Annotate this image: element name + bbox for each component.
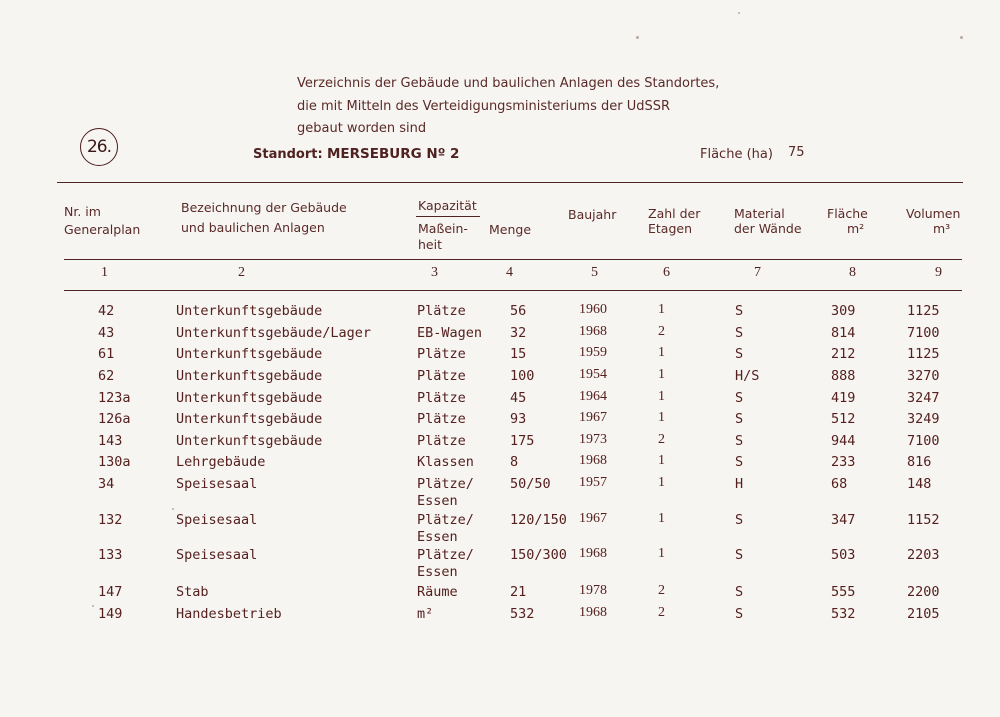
cell-volumen: 148 bbox=[907, 476, 932, 492]
flaeche-ha-value: 75 bbox=[788, 145, 805, 160]
column-number: 9 bbox=[935, 265, 942, 280]
cell-flaeche: 555 bbox=[831, 584, 856, 600]
cell-flaeche: 233 bbox=[831, 454, 856, 470]
cell-menge: 50/50 bbox=[510, 476, 551, 492]
cell-menge: 15 bbox=[510, 346, 527, 362]
header-masseinheit-2: heit bbox=[418, 237, 442, 252]
cell-flaeche: 944 bbox=[831, 433, 856, 449]
cell-flaeche: 309 bbox=[831, 303, 856, 319]
cell-menge: 45 bbox=[510, 390, 527, 406]
cell-nr: 147 bbox=[98, 584, 123, 600]
flaeche-ha-label: Fläche (ha) bbox=[700, 147, 773, 162]
cell-flaeche: 212 bbox=[831, 346, 856, 362]
column-number: 7 bbox=[754, 265, 761, 280]
paper-speck bbox=[92, 605, 94, 607]
document-number: 26. bbox=[86, 137, 112, 157]
cell-nr: 149 bbox=[98, 606, 123, 622]
header-material-1: Material bbox=[734, 206, 785, 221]
cell-material: H bbox=[735, 476, 744, 492]
cell-flaeche: 68 bbox=[831, 476, 848, 492]
cell-nr: 34 bbox=[98, 476, 115, 492]
cell-masseinheit: Plätze bbox=[417, 390, 466, 406]
cell-bezeichnung: Handesbetrieb bbox=[176, 606, 282, 622]
cell-masseinheit: Essen bbox=[417, 564, 458, 580]
header-etagen-1: Zahl der bbox=[648, 206, 701, 221]
cell-masseinheit: Räume bbox=[417, 584, 458, 600]
column-number: 5 bbox=[591, 265, 598, 280]
cell-baujahr: 1973 bbox=[579, 432, 607, 447]
cell-baujahr: 1967 bbox=[579, 410, 607, 425]
cell-bezeichnung: Stab bbox=[176, 584, 209, 600]
document-number-circle bbox=[80, 128, 118, 166]
cell-nr: 43 bbox=[98, 325, 115, 341]
cell-baujahr: 1960 bbox=[579, 302, 607, 317]
cell-flaeche: 888 bbox=[831, 368, 856, 384]
column-number: 8 bbox=[849, 265, 856, 280]
standort-value: MERSEBURG Nº 2 bbox=[327, 146, 460, 162]
cell-menge: 175 bbox=[510, 433, 535, 449]
cell-material: S bbox=[735, 346, 744, 362]
cell-bezeichnung: Speisesaal bbox=[176, 512, 258, 528]
cell-flaeche: 512 bbox=[831, 411, 856, 427]
cell-flaeche: 419 bbox=[831, 390, 856, 406]
header-bottom-rule bbox=[64, 259, 962, 260]
cell-masseinheit: Essen bbox=[417, 493, 458, 509]
header-etagen-2: Etagen bbox=[648, 221, 693, 236]
header-bez-2: und baulichen Anlagen bbox=[181, 220, 325, 235]
cell-etagen: 1 bbox=[658, 302, 665, 317]
column-number-rule bbox=[64, 290, 962, 291]
header-nr-2: Generalplan bbox=[64, 222, 141, 237]
column-number: 3 bbox=[431, 265, 438, 280]
cell-etagen: 2 bbox=[658, 605, 665, 620]
cell-etagen: 1 bbox=[658, 475, 665, 490]
cell-masseinheit: m² bbox=[417, 606, 434, 622]
paper-speck bbox=[172, 508, 174, 510]
cell-nr: 61 bbox=[98, 346, 115, 362]
standort-label: Standort: bbox=[253, 147, 323, 162]
cell-menge: 150/300 bbox=[510, 547, 567, 563]
cell-baujahr: 1964 bbox=[579, 389, 607, 404]
cell-nr: 126a bbox=[98, 411, 131, 427]
cell-baujahr: 1968 bbox=[579, 605, 607, 620]
cell-baujahr: 1978 bbox=[579, 583, 607, 598]
cell-masseinheit: Plätze bbox=[417, 346, 466, 362]
kapazitaet-underline bbox=[416, 216, 480, 217]
cell-bezeichnung: Unterkunftsgebäude bbox=[176, 390, 323, 406]
cell-masseinheit: Klassen bbox=[417, 454, 474, 470]
cell-bezeichnung: Speisesaal bbox=[176, 547, 258, 563]
cell-material: S bbox=[735, 325, 744, 341]
cell-etagen: 2 bbox=[658, 432, 665, 447]
header-flaeche-1: Fläche bbox=[827, 206, 868, 221]
document-title-line-2: die mit Mitteln des Verteidigungsministeriums der UdSSR bbox=[297, 99, 671, 114]
cell-material: S bbox=[735, 606, 744, 622]
cell-masseinheit: Plätze bbox=[417, 433, 466, 449]
header-masseinheit-1: Maßein- bbox=[418, 221, 468, 236]
cell-bezeichnung: Unterkunftsgebäude bbox=[176, 433, 323, 449]
cell-etagen: 1 bbox=[658, 511, 665, 526]
cell-masseinheit: EB-Wagen bbox=[417, 325, 483, 341]
cell-baujahr: 1968 bbox=[579, 453, 607, 468]
cell-etagen: 2 bbox=[658, 324, 665, 339]
cell-masseinheit: Plätze bbox=[417, 303, 466, 319]
cell-masseinheit: Plätze/ bbox=[417, 476, 474, 492]
cell-etagen: 1 bbox=[658, 410, 665, 425]
paper-speck bbox=[960, 36, 963, 39]
cell-material: S bbox=[735, 584, 744, 600]
cell-bezeichnung: Lehrgebäude bbox=[176, 454, 266, 470]
cell-masseinheit: Plätze/ bbox=[417, 547, 474, 563]
header-bez-1: Bezeichnung der Gebäude bbox=[181, 200, 347, 215]
cell-bezeichnung: Speisesaal bbox=[176, 476, 258, 492]
cell-nr: 42 bbox=[98, 303, 115, 319]
cell-masseinheit: Plätze bbox=[417, 368, 466, 384]
column-number: 6 bbox=[663, 265, 670, 280]
header-baujahr: Baujahr bbox=[568, 207, 617, 222]
cell-flaeche: 814 bbox=[831, 325, 856, 341]
cell-volumen: 2105 bbox=[907, 606, 940, 622]
document-title-line-1: Verzeichnis der Gebäude und baulichen Anlagen des Standortes, bbox=[297, 76, 720, 91]
cell-menge: 120/150 bbox=[510, 512, 567, 528]
cell-flaeche: 532 bbox=[831, 606, 856, 622]
cell-flaeche: 347 bbox=[831, 512, 856, 528]
cell-volumen: 1125 bbox=[907, 346, 940, 362]
header-flaeche-2: m² bbox=[847, 221, 865, 236]
cell-volumen: 7100 bbox=[907, 325, 940, 341]
cell-baujahr: 1968 bbox=[579, 324, 607, 339]
cell-baujahr: 1954 bbox=[579, 367, 607, 382]
cell-volumen: 2203 bbox=[907, 547, 940, 563]
cell-baujahr: 1967 bbox=[579, 511, 607, 526]
cell-nr: 133 bbox=[98, 547, 123, 563]
column-number: 4 bbox=[506, 265, 513, 280]
cell-masseinheit: Plätze/ bbox=[417, 512, 474, 528]
cell-nr: 143 bbox=[98, 433, 123, 449]
paper-speck bbox=[636, 36, 639, 39]
cell-bezeichnung: Unterkunftsgebäude bbox=[176, 303, 323, 319]
cell-masseinheit: Essen bbox=[417, 529, 458, 545]
header-kapazitaet: Kapazität bbox=[418, 198, 477, 213]
cell-volumen: 2200 bbox=[907, 584, 940, 600]
header-menge: Menge bbox=[489, 222, 532, 237]
cell-nr: 62 bbox=[98, 368, 115, 384]
cell-etagen: 1 bbox=[658, 345, 665, 360]
cell-material: H/S bbox=[735, 368, 760, 384]
cell-etagen: 1 bbox=[658, 546, 665, 561]
cell-material: S bbox=[735, 303, 744, 319]
header-nr-1: Nr. im bbox=[64, 204, 101, 219]
cell-material: S bbox=[735, 454, 744, 470]
header-material-2: der Wände bbox=[734, 221, 802, 236]
cell-menge: 93 bbox=[510, 411, 527, 427]
header-volumen-2: m³ bbox=[933, 221, 951, 236]
cell-nr: 123a bbox=[98, 390, 131, 406]
cell-bezeichnung: Unterkunftsgebäude bbox=[176, 411, 323, 427]
cell-bezeichnung: Unterkunftsgebäude bbox=[176, 368, 323, 384]
cell-nr: 132 bbox=[98, 512, 123, 528]
cell-flaeche: 503 bbox=[831, 547, 856, 563]
cell-menge: 56 bbox=[510, 303, 527, 319]
cell-baujahr: 1957 bbox=[579, 475, 607, 490]
cell-volumen: 7100 bbox=[907, 433, 940, 449]
cell-material: S bbox=[735, 547, 744, 563]
cell-bezeichnung: Unterkunftsgebäude/Lager bbox=[176, 325, 372, 341]
cell-volumen: 3247 bbox=[907, 390, 940, 406]
cell-menge: 100 bbox=[510, 368, 535, 384]
cell-menge: 532 bbox=[510, 606, 535, 622]
column-number: 2 bbox=[238, 265, 245, 280]
cell-etagen: 1 bbox=[658, 453, 665, 468]
cell-material: S bbox=[735, 512, 744, 528]
cell-menge: 21 bbox=[510, 584, 527, 600]
cell-volumen: 816 bbox=[907, 454, 932, 470]
cell-volumen: 1152 bbox=[907, 512, 940, 528]
cell-etagen: 2 bbox=[658, 583, 665, 598]
column-number: 1 bbox=[101, 265, 108, 280]
cell-etagen: 1 bbox=[658, 367, 665, 382]
cell-etagen: 1 bbox=[658, 389, 665, 404]
cell-material: S bbox=[735, 411, 744, 427]
cell-volumen: 3270 bbox=[907, 368, 940, 384]
cell-masseinheit: Plätze bbox=[417, 411, 466, 427]
header-volumen-1: Volumen bbox=[906, 206, 961, 221]
cell-material: S bbox=[735, 390, 744, 406]
cell-material: S bbox=[735, 433, 744, 449]
cell-baujahr: 1968 bbox=[579, 546, 607, 561]
paper-speck bbox=[738, 12, 740, 14]
cell-baujahr: 1959 bbox=[579, 345, 607, 360]
cell-volumen: 1125 bbox=[907, 303, 940, 319]
cell-menge: 32 bbox=[510, 325, 527, 341]
table-top-rule bbox=[57, 182, 963, 183]
cell-menge: 8 bbox=[510, 454, 519, 470]
document-title-line-3: gebaut worden sind bbox=[297, 121, 427, 136]
cell-volumen: 3249 bbox=[907, 411, 940, 427]
cell-nr: 130a bbox=[98, 454, 131, 470]
cell-bezeichnung: Unterkunftsgebäude bbox=[176, 346, 323, 362]
